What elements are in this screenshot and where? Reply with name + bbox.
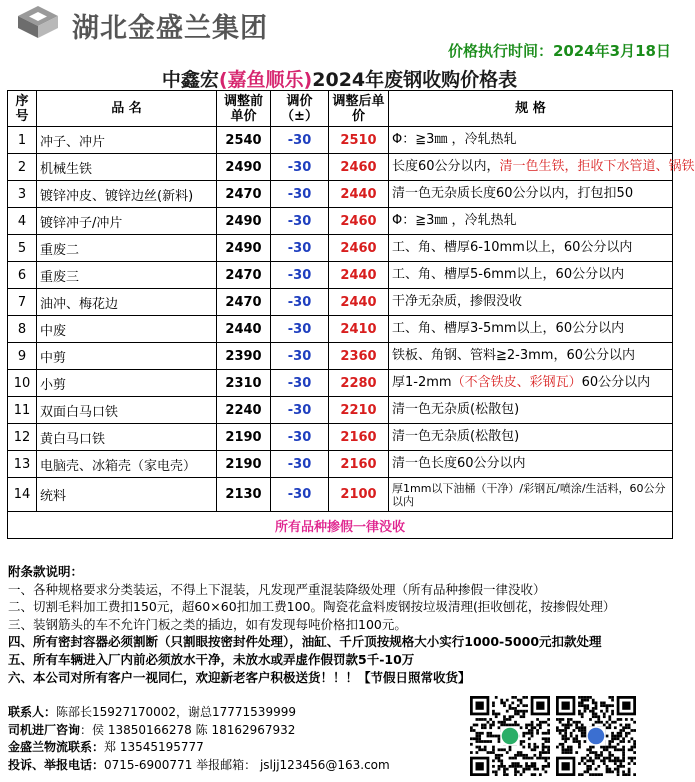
row-spec <box>389 262 673 289</box>
row-name: 机械生铁 <box>37 154 217 181</box>
row-seq: 5 <box>8 235 37 262</box>
table-row <box>8 343 673 370</box>
row-seq: 6 <box>8 262 37 289</box>
row-seq: 10 <box>8 370 37 397</box>
row-new-price: 2160 <box>329 451 389 478</box>
row-name: 镀锌冲皮、镀锌边丝(新料) <box>37 181 217 208</box>
row-new-price: 2440 <box>329 181 389 208</box>
spec-text: 清一色无杂质(松散包) <box>392 402 520 417</box>
row-seq: 9 <box>8 343 37 370</box>
header-name: 品 名 <box>37 91 217 127</box>
row-adjust: -30 <box>271 181 329 208</box>
row-name: 冲子、冲片 <box>37 127 217 154</box>
row-name: 双面白马口铁 <box>37 397 217 424</box>
row-spec <box>389 343 673 370</box>
row-old-price: 2540 <box>217 127 271 154</box>
row-seq: 14 <box>8 478 37 512</box>
row-new-price: 2440 <box>329 262 389 289</box>
driver-value: ：侯 13850166278 陈 18162967932 <box>80 722 296 737</box>
spec-text: 清一色无杂质(松散包) <box>392 429 520 444</box>
spec-text: 工、角、槽厚5-6mm以上，60公分以内 <box>392 267 625 282</box>
row-seq: 7 <box>8 289 37 316</box>
spec-highlight-text: （不含铁皮、彩钢瓦） <box>451 375 582 390</box>
row-old-price: 2490 <box>217 154 271 181</box>
spec-text: 工、角、槽厚6-10mm以上，60公分以内 <box>392 240 633 255</box>
driver-label: 司机进厂咨询 <box>8 722 81 737</box>
row-old-price: 2440 <box>217 316 271 343</box>
note-item: 二、切割毛料加工费扣150元，超60×60扣加工费100。陶瓷花盒料废钢按垃圾清理(拒收刨花，按掺假处理） <box>8 599 616 615</box>
row-old-price: 2130 <box>217 478 271 512</box>
row-spec <box>389 181 673 208</box>
row-old-price: 2490 <box>217 235 271 262</box>
row-spec <box>389 451 673 478</box>
row-adjust: -30 <box>271 397 329 424</box>
row-new-price: 2410 <box>329 316 389 343</box>
row-new-price: 2210 <box>329 397 389 424</box>
row-adjust: -30 <box>271 316 329 343</box>
row-new-price: 2460 <box>329 235 389 262</box>
row-old-price: 2190 <box>217 424 271 451</box>
spec-text: Φ：≧3㎜ ，冷轧热轧 <box>392 213 517 228</box>
spec-text: 工、角、槽厚3-5mm以上，60公分以内 <box>392 321 625 336</box>
note-item: 一、各种规格要求分类装运，不得上下混装，凡发现严重混装降级处理（所有品种掺假一律没收） <box>8 581 546 597</box>
row-old-price: 2470 <box>217 181 271 208</box>
row-name: 电脑壳、冰箱壳（家电壳） <box>37 451 217 478</box>
row-seq: 11 <box>8 397 37 424</box>
spec-text: 清一色长度60公分以内 <box>392 456 526 471</box>
row-name: 中剪 <box>37 343 217 370</box>
table-row <box>8 127 673 154</box>
table-row <box>8 181 673 208</box>
row-adjust: -30 <box>271 424 329 451</box>
row-new-price: 2510 <box>329 127 389 154</box>
row-name: 统料 <box>37 478 217 512</box>
row-old-price: 2490 <box>217 208 271 235</box>
row-adjust: -30 <box>271 235 329 262</box>
contact-label: 联系人： <box>8 705 57 719</box>
logistics-value: 郑 13545195777 <box>104 740 204 754</box>
spec-text: 长度60公分以内， <box>392 159 500 174</box>
row-new-price: 2460 <box>329 154 389 181</box>
header-seq: 序号 <box>8 91 37 127</box>
table-row <box>8 451 673 478</box>
spec-text: 清一色无杂质长度60公分以内，打包扣50 <box>392 186 634 201</box>
row-spec <box>389 424 673 451</box>
row-spec <box>389 289 673 316</box>
table-row <box>8 154 673 181</box>
page-title <box>0 65 679 92</box>
row-spec <box>389 235 673 262</box>
row-old-price: 2240 <box>217 397 271 424</box>
row-seq: 2 <box>8 154 37 181</box>
logistics-label: 金盛兰物流联系： <box>8 740 105 754</box>
row-adjust: -30 <box>271 343 329 370</box>
complaint-label: 投诉、举报电话： <box>8 757 105 772</box>
note-item: 六、本公司对所有客户一视同仁，欢迎新老客户积极送货！！！【节假日照常收货】 <box>8 669 471 685</box>
table-row <box>8 424 673 451</box>
row-name: 小剪 <box>37 370 217 397</box>
row-old-price: 2390 <box>217 343 271 370</box>
row-seq: 1 <box>8 127 37 154</box>
table-row <box>8 235 673 262</box>
row-adjust: -30 <box>271 478 329 512</box>
note-item: 五、所有车辆进入厂内前必须放水干净，未放水或弄虚作假罚款5千-10万 <box>8 651 415 667</box>
notes-heading: 附条款说明： <box>8 564 84 579</box>
row-seq: 3 <box>8 181 37 208</box>
header-spec: 规 格 <box>389 91 673 127</box>
table-row <box>8 370 673 397</box>
row-name: 镀锌冲子/冲片 <box>37 208 217 235</box>
table-row <box>8 397 673 424</box>
spec-tail-text: 60公分以内 <box>581 375 651 390</box>
table-row <box>8 316 673 343</box>
row-spec <box>389 208 673 235</box>
row-seq: 12 <box>8 424 37 451</box>
row-old-price: 2190 <box>217 451 271 478</box>
spec-text: 干净无杂质，掺假没收 <box>392 294 523 309</box>
service-qr-code-icon[interactable] <box>556 696 636 776</box>
row-name: 重废三 <box>37 262 217 289</box>
row-name: 黄白马口铁 <box>37 424 217 451</box>
row-spec <box>389 397 673 424</box>
table-row <box>8 289 673 316</box>
effective-date: 价格执行时间：2024年3月18日 <box>447 42 671 60</box>
row-adjust: -30 <box>271 451 329 478</box>
row-old-price: 2310 <box>217 370 271 397</box>
table-row <box>8 478 673 512</box>
table-row <box>8 262 673 289</box>
price-table <box>7 90 695 539</box>
wechat-qr-code-icon[interactable] <box>470 696 550 776</box>
row-name: 中废 <box>37 316 217 343</box>
row-spec <box>389 370 673 397</box>
row-new-price: 2280 <box>329 370 389 397</box>
header-new-price: 调整后单价 <box>329 91 389 127</box>
row-spec <box>389 478 673 512</box>
header-adjust: 调价（±） <box>271 91 329 127</box>
row-new-price: 2160 <box>329 424 389 451</box>
title-suffix: 2024年废钢收购价格表 <box>312 69 518 91</box>
row-new-price: 2100 <box>329 478 389 512</box>
row-seq: 8 <box>8 316 37 343</box>
row-new-price: 2460 <box>329 208 389 235</box>
company-logo-icon <box>16 4 60 40</box>
row-old-price: 2470 <box>217 262 271 289</box>
row-adjust: -30 <box>271 208 329 235</box>
table-row <box>8 208 673 235</box>
complaint-value: 0715-6900771 举报邮箱： jsljj123456@163.com <box>104 757 390 772</box>
row-adjust: -30 <box>271 127 329 154</box>
note-item: 四、所有密封容器必须割断（只割眼按密封件处理），油缸、千斤顶按规格大小实行1000-5000元扣款处理 <box>8 634 602 650</box>
spec-text: 厚1mm以下油桶（干净）/彩钢瓦/喷涂/生活料，60公分以内 <box>392 481 666 508</box>
spec-text: Φ：≧3㎜ ，冷轧热轧 <box>392 132 517 147</box>
note-item: 三、装钢筋头的车不允许门板之类的插边，如有发现每吨价格扣100元。 <box>8 616 407 632</box>
contact-value: 陈部长15927170002，谢总17771539999 <box>56 705 296 719</box>
contacts-section <box>8 704 390 774</box>
row-name: 重废二 <box>37 235 217 262</box>
row-new-price: 2360 <box>329 343 389 370</box>
row-adjust: -30 <box>271 154 329 181</box>
spec-text: 铁板、角钢、管料≧2-3mm，60公分以内 <box>392 348 635 363</box>
row-adjust: -30 <box>271 370 329 397</box>
title-highlight: (嘉鱼顺乐) <box>218 69 313 91</box>
row-name: 油冲、梅花边 <box>37 289 217 316</box>
row-spec <box>389 316 673 343</box>
row-old-price: 2470 <box>217 289 271 316</box>
row-seq: 13 <box>8 451 37 478</box>
row-adjust: -30 <box>271 289 329 316</box>
row-new-price: 2440 <box>329 289 389 316</box>
table-header-row <box>8 91 673 127</box>
row-adjust: -30 <box>271 262 329 289</box>
notes-section <box>8 563 673 686</box>
row-spec <box>389 154 695 181</box>
title-prefix: 中鑫宏 <box>161 69 219 91</box>
company-name: 湖北金盛兰集团 <box>72 13 268 44</box>
fraud-notice: 所有品种掺假一律没收 <box>8 512 673 539</box>
header-old-price: 调整前单价 <box>217 91 271 127</box>
spec-highlight-text: 清一色生铁，拒收下水管道、锅铁 <box>499 159 695 174</box>
row-spec <box>389 127 673 154</box>
spec-text: 厚1-2mm <box>392 375 452 390</box>
row-seq: 4 <box>8 208 37 235</box>
